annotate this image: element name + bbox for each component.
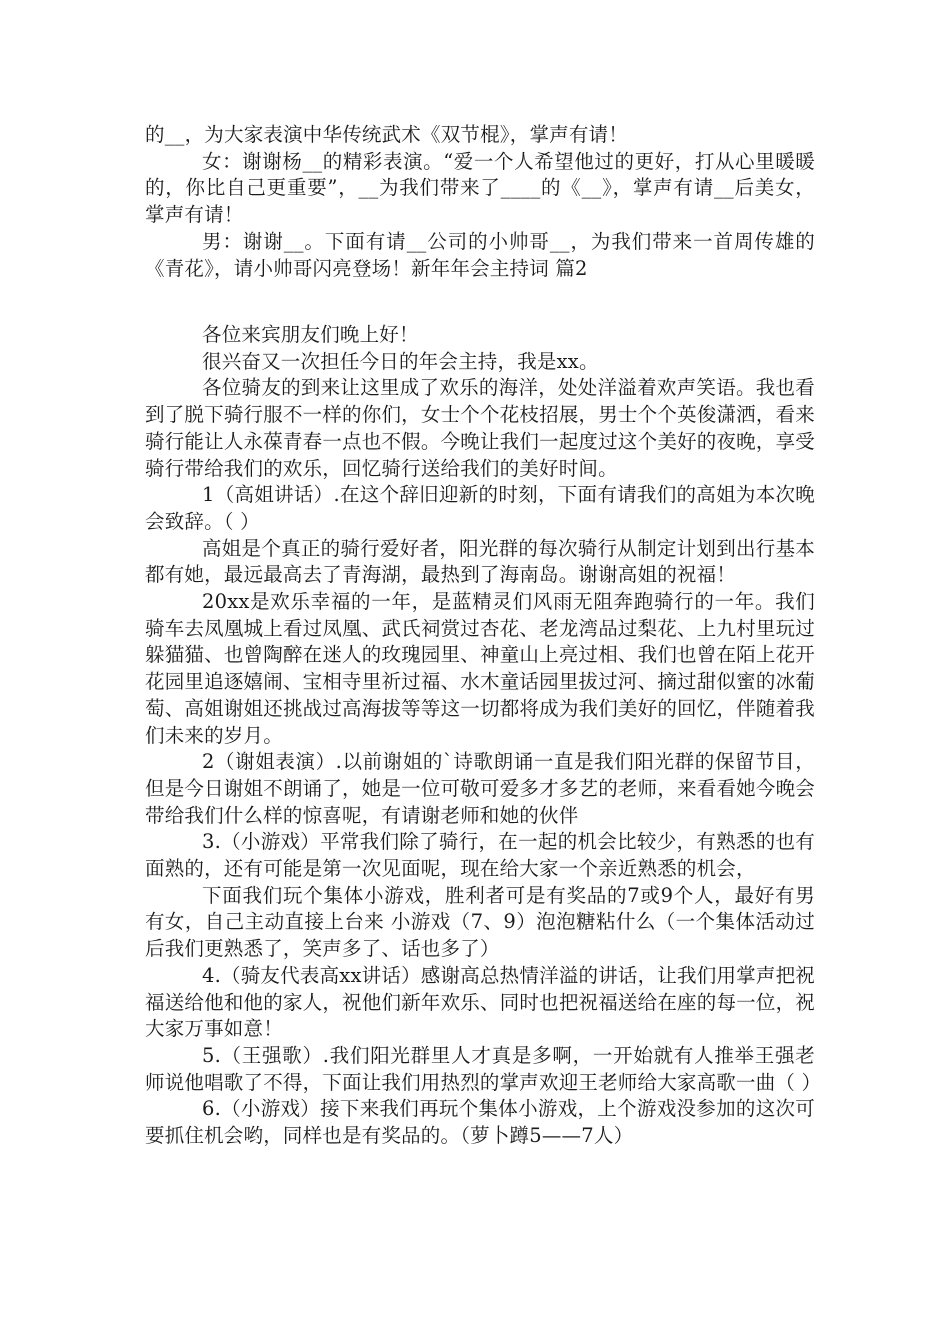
paragraph: 的__，为大家表演中华传统武术《双节棍》，掌声有请！	[145, 123, 628, 146]
paragraph: 5.（王强歌）.我们阳光群里人才真是多啊，一开始就有人推举王强老师说他唱歌了不得，下面让我们用热烈的掌声欢迎王老师给大家高歌一曲（ ）	[145, 1043, 822, 1094]
paragraph: 1（高姐讲话）.在这个辞旧迎新的时刻，下面有请我们的高姐为本次晚会致辞。（ ）	[145, 483, 815, 533]
text-section-main	[145, 322, 822, 1150]
paragraph: 6.（小游戏）接下来我们再玩个集体小游戏，上个游戏没参加的这次可要抓住机会哟，同样也是有奖品的。（萝卜蹲5——7人）	[145, 1097, 815, 1148]
paragraph: 男：谢谢__。下面有请__公司的小帅哥__，为我们带来一首周传雄的《青花》，请小帅哥闪亮登场！新年年会主持词 篇2	[145, 229, 815, 280]
paragraph: 20xx是欢乐幸福的一年，是蓝精灵们风雨无阻奔跑骑行的一年。我们骑车去凤凰城上看过凤凰、武氏祠赏过杏花、老龙湾品过梨花、上九村里玩过躲猫猫、也曾陶醉在迷人的玫瑰园里、神童山上亮过相、我们也曾在陌上花开花园里追逐嬉闹、宝相寺里祈过福、水木童话园里拔过河、摘过甜似蜜的冰葡萄、高姐谢姐还挑战过高海拔等等这一切都将成为我们美好的回忆，伴随着我们未来的岁月。	[145, 590, 815, 747]
paragraph: 女：谢谢杨__的精彩表演。“爱一个人希望他过的更好，打从心里暖暖的，你比自己更重要”，__为我们带来了____的《__》，掌声有请__后美女，掌声有请！	[145, 149, 815, 227]
paragraph: 3.（小游戏）平常我们除了骑行，在一起的机会比较少，有熟悉的也有面熟的，还有可能是第一次见面呢，现在给大家一个亲近熟悉的机会，	[145, 830, 815, 881]
text-section-top	[145, 122, 815, 282]
paragraph: 4.（骑友代表高xx讲话）感谢高总热情洋溢的讲话，让我们用掌声把祝福送给他和他的家人，祝他们新年欢乐、同时也把祝福送给在座的每一位，祝大家万事如意！	[145, 963, 815, 1041]
paragraph: 下面我们玩个集体小游戏，胜利者可是有奖品的7或9个人，最好有男有女，自己主动直接上台来 小游戏（7、9）泡泡糖粘什么（一个集体活动过后我们更熟悉了，笑声多了、话也多了）	[145, 883, 815, 961]
paragraph: 很兴奋又一次担任今日的年会主持，我是xx。	[202, 349, 599, 373]
paragraph: 高姐是个真正的骑行爱好者，阳光群的每次骑行从制定计划到出行基本都有她，最远最高去了青海湖，最热到了海南岛。谢谢高姐的祝福！	[145, 536, 815, 587]
paragraph: 2（谢姐表演）.以前谢姐的`诗歌朗诵一直是我们阳光群的保留节目，但是今日谢姐不朗诵了，她是一位可敬可爱多才多艺的老师，来看看她今晚会带给我们什么样的惊喜呢，有请谢老师和她的伙伴	[145, 750, 815, 827]
paragraph: 各位骑友的到来让这里成了欢乐的海洋，处处洋溢着欢声笑语。我也看到了脱下骑行服不一样的你们，女士个个花枝招展，男士个个英俊潇洒，看来骑行能让人永葆青春一点也不假。今晚让我们一起度过这个美好的夜晚，享受骑行带给我们的欢乐，回忆骑行送给我们的美好时间。	[145, 376, 815, 480]
paragraph: 各位来宾朋友们晚上好！	[202, 323, 419, 346]
